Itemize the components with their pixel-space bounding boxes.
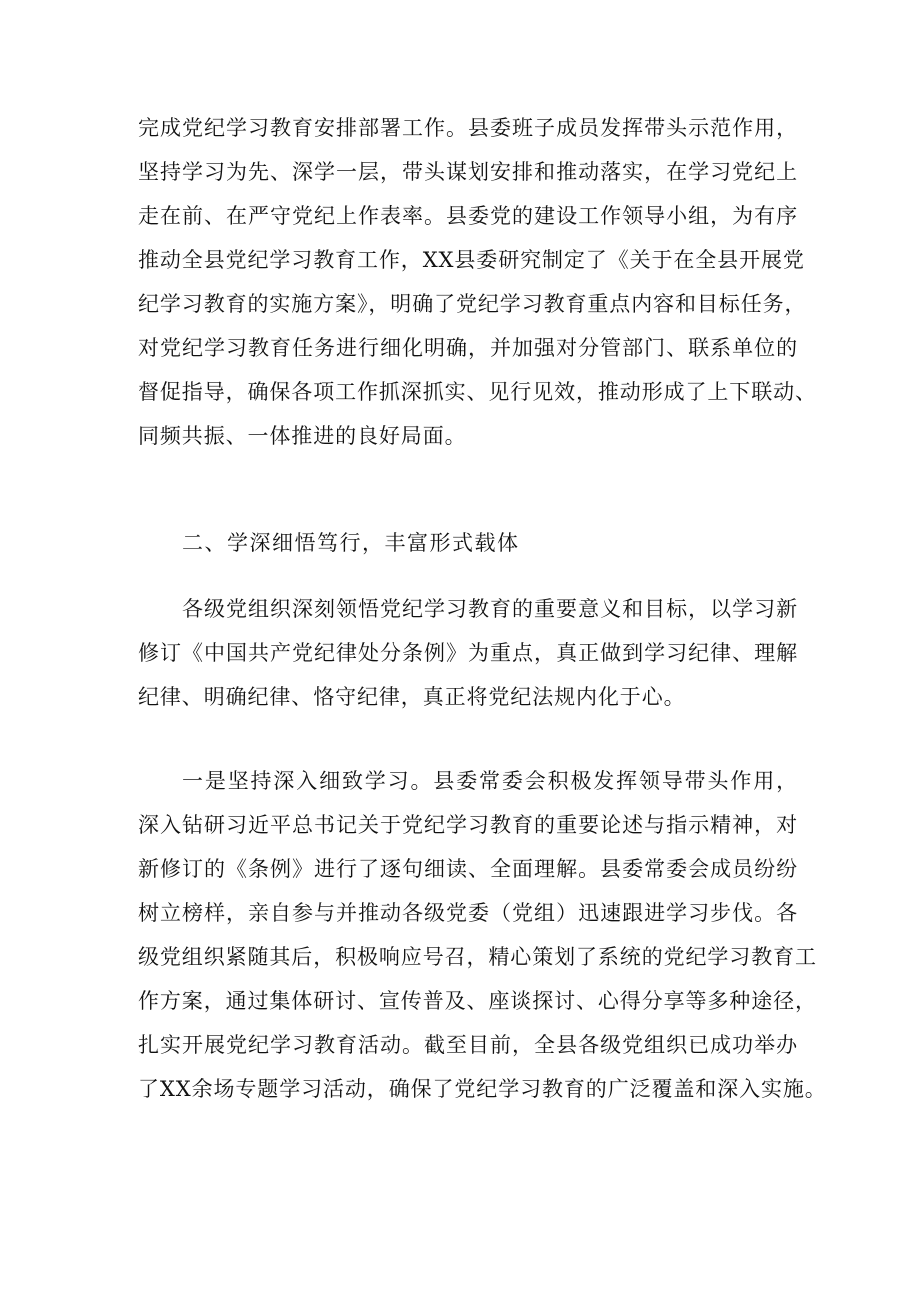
paragraph-line: 了XX余场专题学习活动，确保了党纪学习教育的广泛覆盖和深入实施。: [138, 1077, 827, 1101]
paragraph-line: 纪律、明确纪律、恪守纪律，真正将党纪法规内化于心。: [138, 685, 686, 709]
paragraph-line: 级党组织紧随其后，积极响应号召，精心策划了系统的党纪学习教育工: [138, 945, 817, 969]
paragraph-line: 修订《中国共产党纪律处分条例》为重点，真正做到学习纪律、理解: [138, 641, 798, 665]
paragraph-line: 深入钻研习近平总书记关于党纪学习教育的重要论述与指示精神，对: [138, 813, 798, 837]
paragraph-line: 推动全县党纪学习教育工作，XX县委研究制定了《关于在全县开展党: [138, 248, 805, 272]
paragraph-line: 一是坚持深入细致学习。县委常委会积极发挥领导带头作用，: [182, 769, 798, 793]
paragraph-line: 新修订的《条例》进行了逐句细读、全面理解。县委常委会成员纷纷: [138, 857, 798, 881]
paragraph-work-deployment: [138, 106, 817, 458]
paragraph-line: 树立榜样，亲自参与并推动各级党委（党组）迅速跟进学习步伐。各: [138, 901, 798, 925]
paragraph-line: 走在前、在严守党纪上作表率。县委党的建设工作领导小组，为有序: [138, 204, 798, 228]
paragraph-line: 督促指导，确保各项工作抓深抓实、见行见效，推动形成了上下联动、: [138, 380, 817, 404]
section-heading: 二、学深细悟笃行，丰富形式载体: [182, 531, 520, 555]
paragraph-line: 扎实开展党纪学习教育活动。截至目前，全县各级党组织已成功举办: [138, 1033, 798, 1057]
paragraph-line: 对党纪学习教育任务进行细化明确，并加强对分管部门、联系单位的: [138, 336, 798, 360]
paragraph-line: 坚持学习为先、深学一层，带头谋划安排和推动落实，在学习党纪上: [138, 160, 798, 184]
paragraph-line: 完成党纪学习教育安排部署工作。县委班子成员发挥带头示范作用，: [138, 116, 798, 140]
paragraph-line: 各级党组织深刻领悟党纪学习教育的重要意义和目标，以学习新: [182, 597, 798, 621]
paragraph-line: 作方案，通过集体研讨、宣传普及、座谈探讨、心得分享等多种途径，: [138, 989, 817, 1013]
paragraph-study-goals: [138, 587, 798, 719]
paragraph-line: 同频共振、一体推进的良好局面。: [138, 424, 467, 448]
paragraph-in-depth-study: [138, 759, 827, 1111]
paragraph-line: 纪学习教育的实施方案》，明确了党纪学习教育重点内容和目标任务，: [138, 292, 807, 316]
